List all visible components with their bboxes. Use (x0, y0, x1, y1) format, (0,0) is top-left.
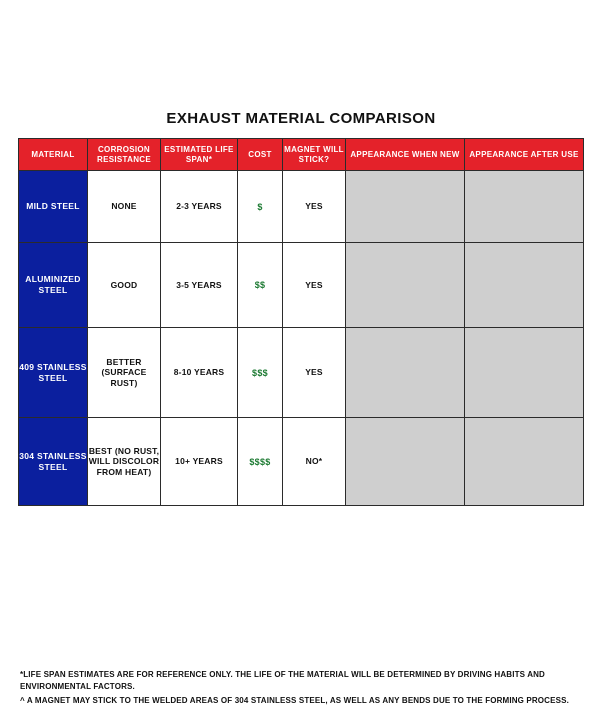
table-row (19, 243, 584, 328)
cell-corrosion-resistance: NONE (88, 171, 161, 243)
column-header-material: MATERIAL (19, 139, 88, 171)
footnote-life-span: *LIFE SPAN ESTIMATES ARE FOR REFERENCE ONLY. THE LIFE OF THE MATERIAL WILL BE DETERMINED BY DRIVING HABITS AND ENVIRONMENTAL FACTORS. (20, 670, 545, 692)
photo-mild-steel-new (346, 171, 465, 243)
column-header-appearance-new: APPEARANCE WHEN NEW (346, 139, 465, 171)
cell-magnet: NO* (283, 418, 346, 506)
cell-magnet: YES (283, 171, 346, 243)
photo-mild-steel-used (465, 171, 584, 243)
comparison-table (18, 138, 584, 506)
photo-304-used (465, 418, 584, 506)
cell-material: ALUMINIZED STEEL (19, 243, 88, 328)
comparison-chart (0, 110, 602, 705)
cell-cost: $ (238, 171, 283, 243)
table-row (19, 328, 584, 418)
cell-corrosion-resistance: BEST (NO RUST, WILL DISCOLOR FROM HEAT) (88, 418, 161, 506)
table-header-row (19, 139, 584, 171)
cell-magnet: YES (283, 328, 346, 418)
photo-409-new (346, 328, 465, 418)
cell-material: MILD STEEL (19, 171, 88, 243)
cell-cost: $$$$ (238, 418, 283, 506)
cell-life-span: 10+ YEARS (161, 418, 238, 506)
page-title: EXHAUST MATERIAL COMPARISON (166, 110, 436, 127)
table-header (19, 139, 584, 171)
column-header-life-span: ESTIMATED LIFE SPAN* (161, 139, 238, 171)
cell-life-span: 3-5 YEARS (161, 243, 238, 328)
cell-cost: $$ (238, 243, 283, 328)
column-header-appearance-after-use: APPEARANCE AFTER USE (465, 139, 584, 171)
photo-aluminized-used (465, 243, 584, 328)
footnotes (20, 669, 586, 708)
cell-corrosion-resistance: BETTER (SURFACE RUST) (88, 328, 161, 418)
cell-material: 304 STAINLESS STEEL (19, 418, 88, 506)
column-header-corrosion-resistance: CORROSION RESISTANCE (88, 139, 161, 171)
column-header-magnet: MAGNET WILL STICK? (283, 139, 346, 171)
photo-409-used (465, 328, 584, 418)
cell-life-span: 8-10 YEARS (161, 328, 238, 418)
cell-life-span: 2-3 YEARS (161, 171, 238, 243)
photo-304-new (346, 418, 465, 506)
cell-cost: $$$ (238, 328, 283, 418)
footnote-magnet: ^ A MAGNET MAY STICK TO THE WELDED AREAS OF 304 STAINLESS STEEL, AS WELL AS ANY BENDS DUE TO THE FORMING PROCESS. (20, 695, 569, 705)
cell-corrosion-resistance: GOOD (88, 243, 161, 328)
table-row (19, 171, 584, 243)
table-body (19, 171, 584, 506)
photo-aluminized-new (346, 243, 465, 328)
cell-material: 409 STAINLESS STEEL (19, 328, 88, 418)
table-row (19, 418, 584, 506)
column-header-cost: COST (238, 139, 283, 171)
cell-magnet: YES (283, 243, 346, 328)
